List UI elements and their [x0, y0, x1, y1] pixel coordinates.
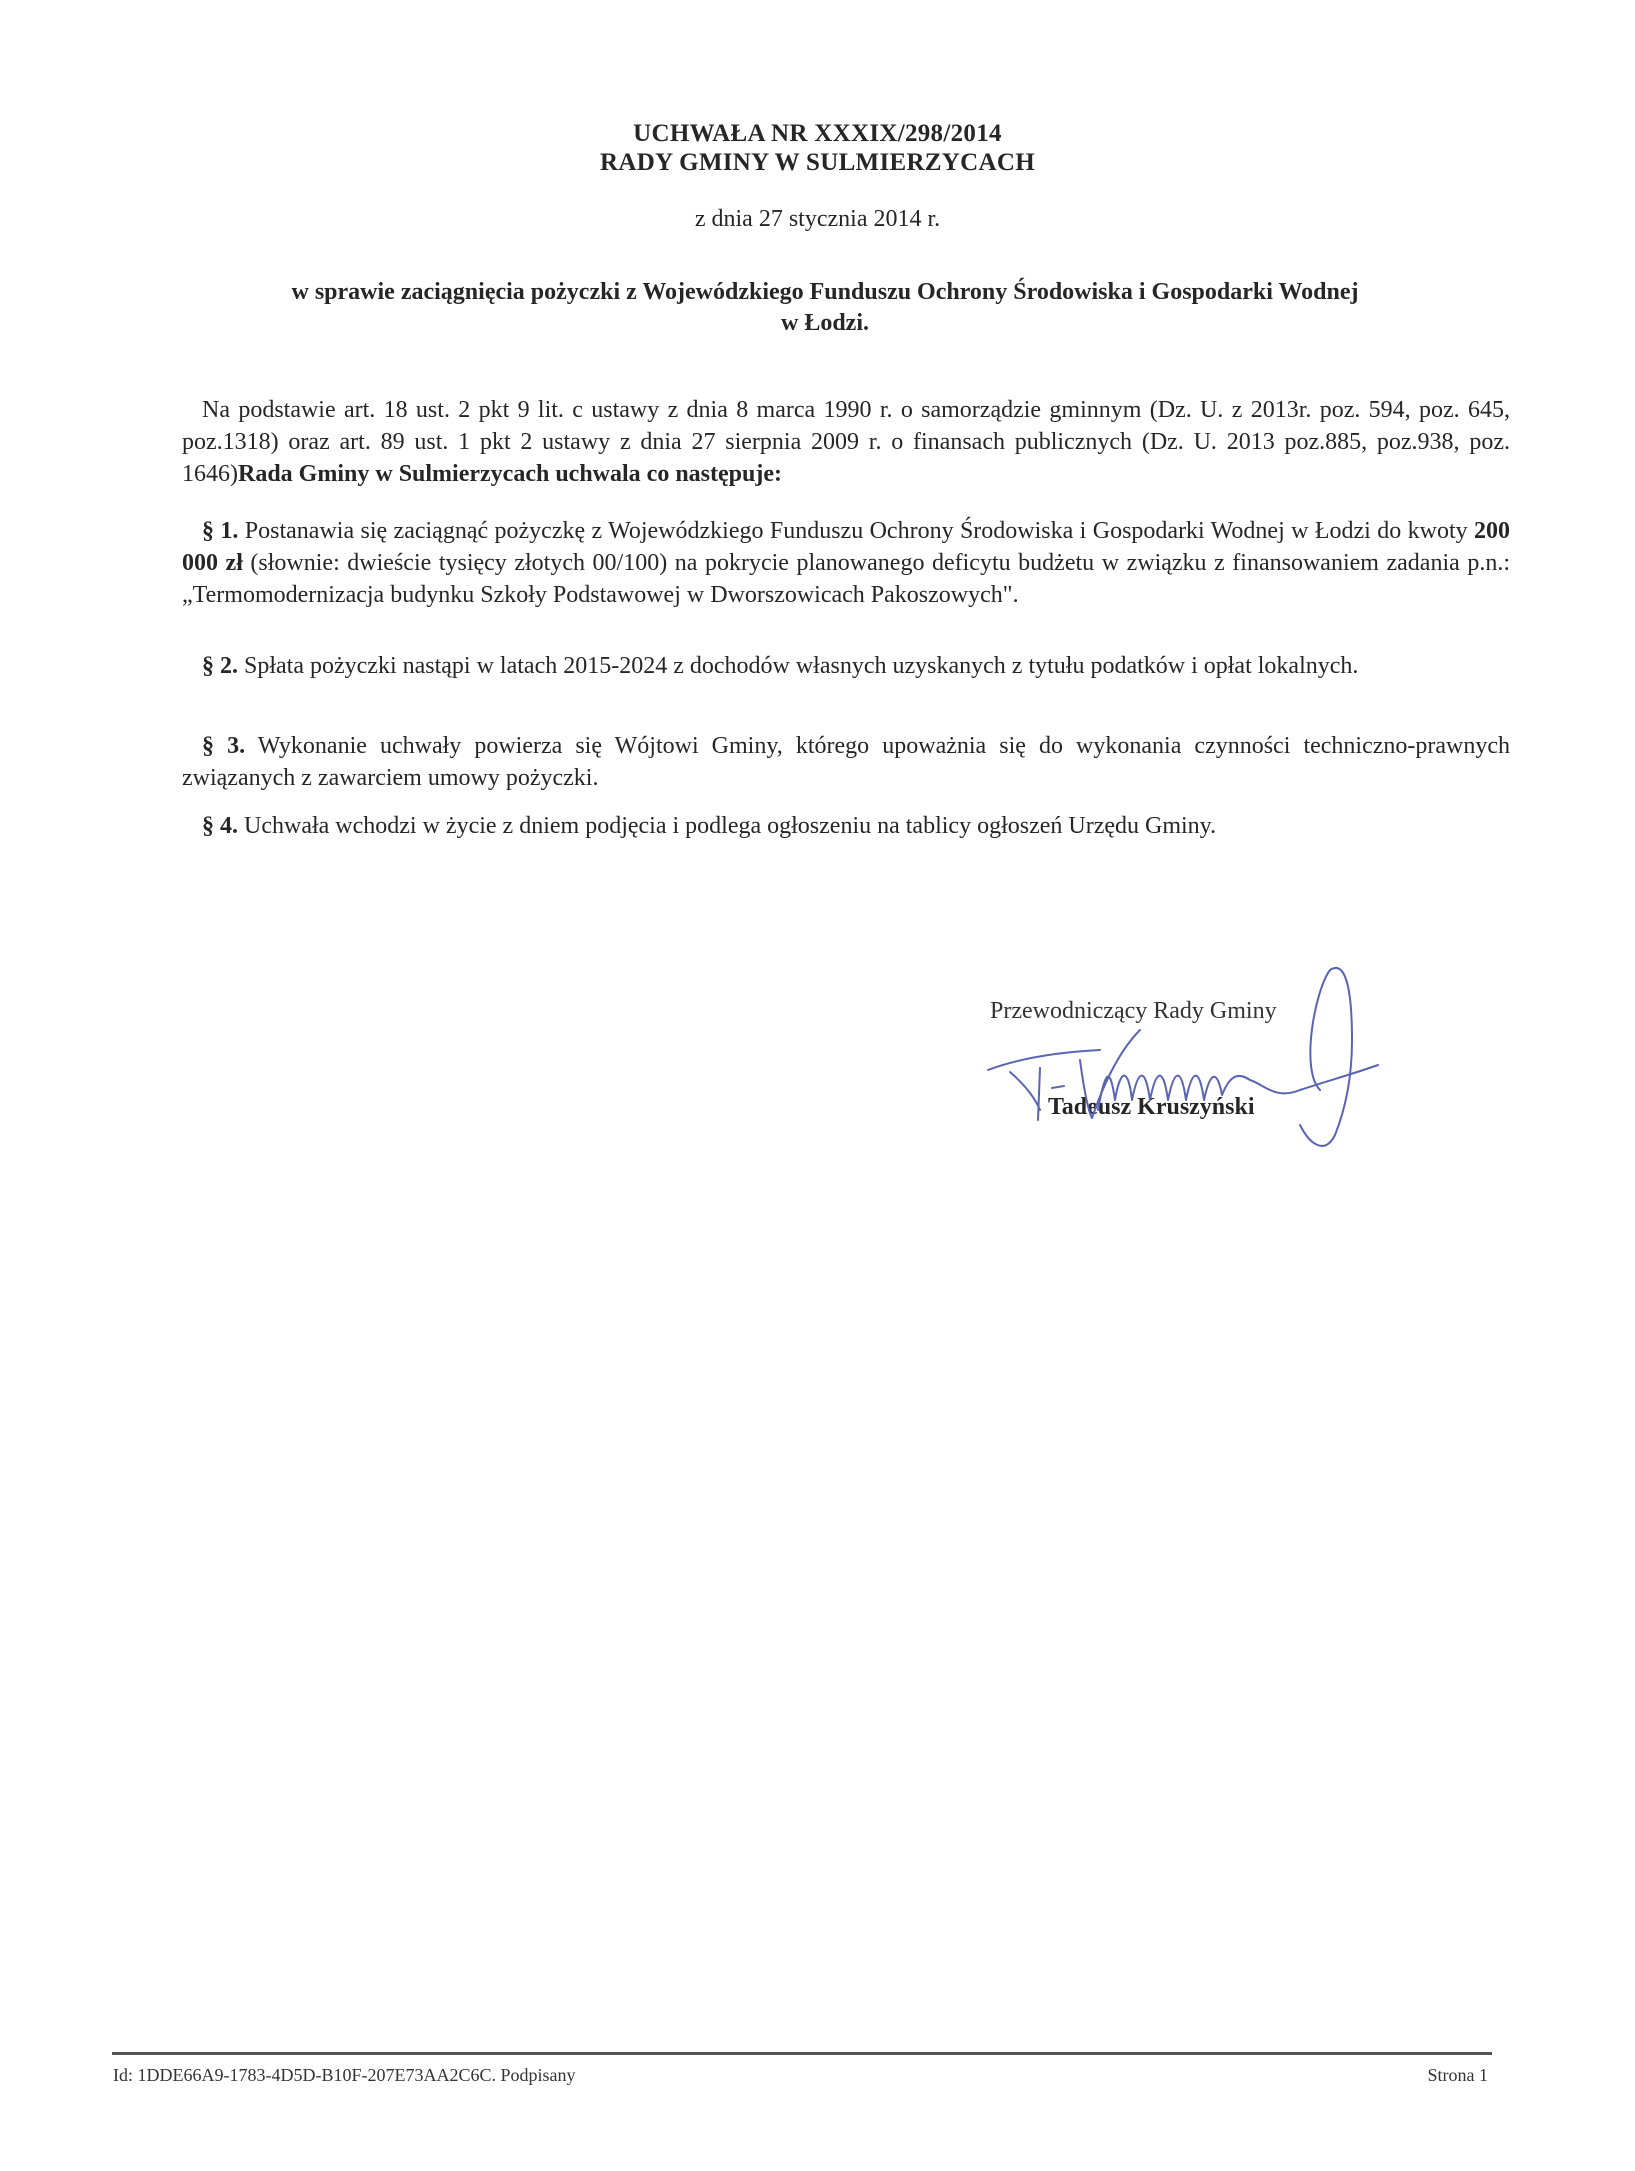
signature-stroke-loop: [1300, 968, 1352, 1146]
section-4-text: Uchwała wchodzi w życie z dniem podjęcia i podlega ogłoszeniu na tablicy ogłoszeń Urzędu Gminy.: [238, 813, 1217, 839]
signatory-role: Przewodniczący Rady Gminy: [990, 998, 1277, 1024]
resolution-title: [0, 119, 1635, 177]
section-1-label: § 1.: [202, 518, 239, 544]
section-2: [182, 650, 1510, 682]
subject-line-1: w sprawie zaciągnięcia pożyczki z Wojewódzkiego Funduszu Ochrony Środowiska i Gospodarki Wodnej: [291, 279, 1359, 305]
section-3-text: Wykonanie uchwały powierza się Wójtowi Gminy, którego upoważnia się do wykonania czynności techniczno-prawnych związanych z zawarciem umowy pożyczki.: [182, 733, 1511, 791]
signature-stroke-k: [1080, 1030, 1140, 1118]
section-3: [182, 730, 1510, 794]
document-id: Id: 1DDE66A9-1783-4D5D-B10F-207E73AA2C6C. Podpisany: [113, 2065, 576, 2085]
legal-basis: [182, 394, 1510, 490]
signature-block: [980, 960, 1400, 1160]
section-4: [182, 810, 1510, 842]
title-line-2: RADY GMINY W SULMIERZYCACH: [600, 149, 1035, 176]
section-3-label: § 3.: [202, 733, 246, 759]
handwritten-signature: [980, 960, 1400, 1160]
resolution-subject: [150, 277, 1500, 339]
resolution-date: z dnia 27 stycznia 2014 r.: [694, 206, 941, 232]
footer-divider: [112, 2052, 1492, 2055]
section-1-text-before: Postanawia się zaciągnąć pożyczkę z Wojewódzkiego Funduszu Ochrony Środowiska i Gospodarki Wodnej w Łodzi do kwoty: [238, 518, 1474, 544]
page-number: Strona 1: [1427, 2065, 1488, 2085]
signature-stroke-dash: [1052, 1086, 1064, 1088]
subject-line-2: w Łodzi.: [780, 310, 869, 336]
section-2-text: Spłata pożyczki nastąpi w latach 2015-2024 z dochodów własnych uzyskanych z tytułu podatków i opłat lokalnych.: [238, 653, 1359, 679]
section-1-text-after: (słownie: dwieście tysięcy złotych 00/100) na pokrycie planowanego deficytu budżetu w związku z finansowaniem zadania p.n.: „Termomodernizacja budynku Szkoły Podstawowej w Dworszowicach Pakoszowych".: [182, 550, 1510, 608]
title-line-1: UCHWAŁA NR XXXIX/298/2014: [633, 120, 1002, 147]
section-1: [182, 515, 1510, 611]
signature-stroke-waves: [1098, 1065, 1378, 1110]
section-2-label: § 2.: [202, 653, 238, 679]
legal-basis-text: Na podstawie art. 18 ust. 2 pkt 9 lit. c ustawy z dnia 8 marca 1990 r. o samorządzie gminnym (Dz. U. z 2013r. poz. 594, poz. 645, poz.1318) oraz art. 89 ust. 1 pkt 2 ustawy z dnia 27 sierpnia 2009 r. o finansach publicznych (Dz. U. 2013 poz.885, poz.938, poz. 1646): [182, 397, 1510, 487]
section-4-label: § 4.: [202, 813, 238, 839]
loan-amount: 200 000 zł: [182, 518, 1510, 576]
legal-basis-bold: Rada Gminy w Sulmierzycach uchwala co następuje:: [238, 461, 782, 487]
signatory-name: Tadeusz Kruszyński: [1048, 1094, 1255, 1120]
